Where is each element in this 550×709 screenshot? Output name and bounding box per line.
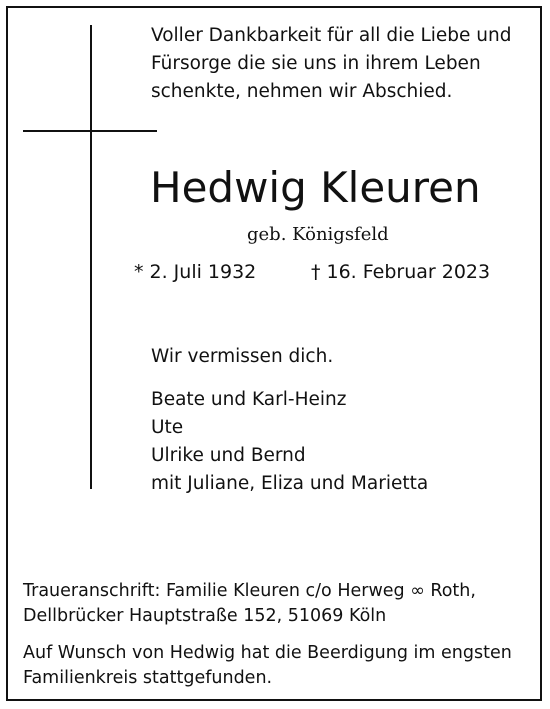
birth-star-icon: * bbox=[134, 261, 144, 283]
death-date-line bbox=[311, 258, 490, 286]
intro-line: schenkte, nehmen wir Abschied. bbox=[151, 81, 453, 102]
family-member: mit Juliane, Eliza und Marietta bbox=[151, 473, 429, 494]
death-dagger-icon: † bbox=[311, 261, 321, 283]
note-line: Familienkreis stattgefunden. bbox=[23, 668, 273, 688]
address-line: Dellbrücker Hauptstraße 152, 51069 Köln bbox=[23, 606, 387, 626]
note-line: Auf Wunsch von Hedwig hat die Beerdigung im engsten bbox=[23, 643, 512, 663]
intro-line: Voller Dankbarkeit für all die Liebe und bbox=[151, 25, 512, 46]
cross-horizontal-beam bbox=[23, 130, 157, 132]
mourning-address bbox=[23, 579, 476, 629]
family-member: Ute bbox=[151, 417, 184, 438]
farewell-message: Wir vermissen dich. bbox=[151, 346, 334, 367]
intro-text bbox=[151, 22, 531, 106]
maiden-name: geb. Königsfeld bbox=[247, 224, 389, 245]
address-line: Traueranschrift: Familie Kleuren c/o Herweg ∞ Roth, bbox=[23, 581, 476, 601]
birth-date: 2. Juli 1932 bbox=[149, 261, 257, 283]
family-member: Beate und Karl-Heinz bbox=[151, 389, 347, 410]
cross-vertical-beam bbox=[90, 25, 92, 489]
birth-date-line bbox=[134, 258, 256, 286]
death-date: 16. Februar 2023 bbox=[326, 261, 491, 283]
funeral-note bbox=[23, 641, 512, 691]
family-list bbox=[151, 386, 428, 498]
deceased-name: Hedwig Kleuren bbox=[150, 163, 481, 212]
intro-line: Fürsorge die sie uns in ihrem Leben bbox=[151, 53, 481, 74]
family-member: Ulrike und Bernd bbox=[151, 445, 306, 466]
